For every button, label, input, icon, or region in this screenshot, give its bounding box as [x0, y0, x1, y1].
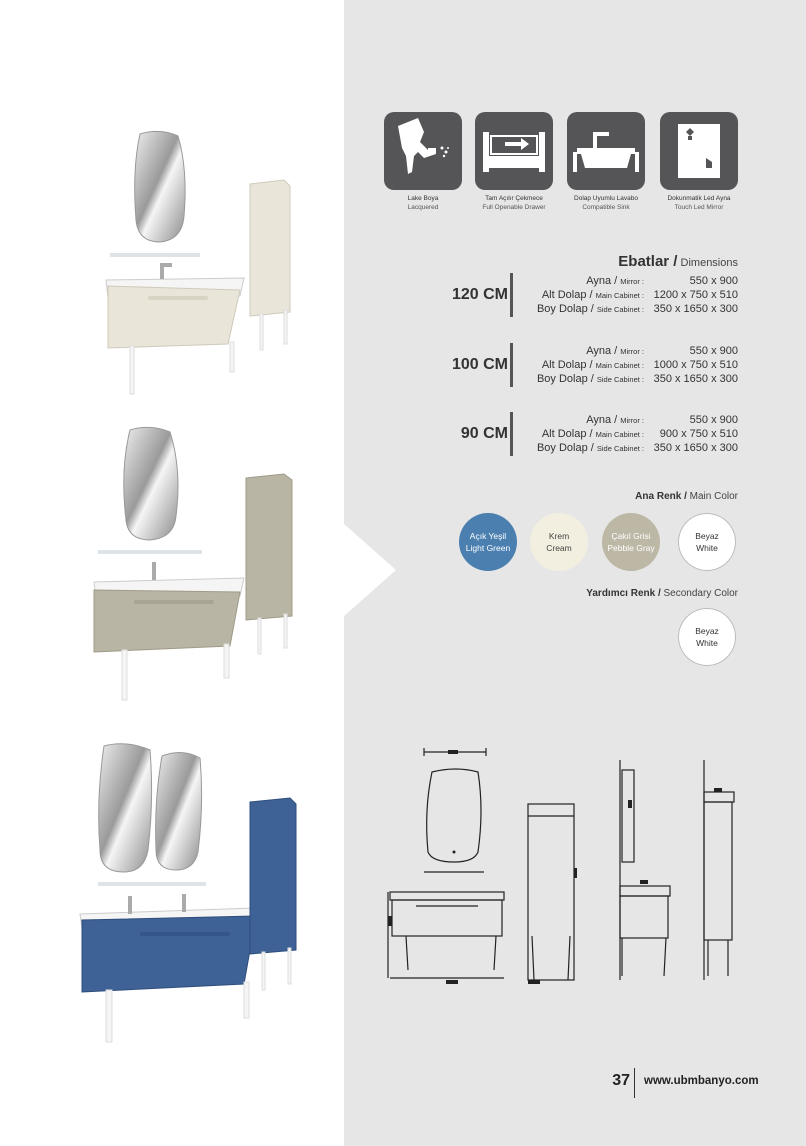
size-divider [510, 343, 513, 387]
size-block-90 [440, 412, 740, 460]
feature-label: Dolap Uyumlu Lavabo [574, 195, 638, 202]
row-value: 900 x 750 x 510 [659, 428, 738, 440]
row-label: Ayna / Mirror : [586, 414, 644, 426]
swatch-label: Açık Yeşil [469, 531, 507, 541]
feature-label: Tam Açılır Çekmece [485, 195, 543, 202]
dimension-row [514, 428, 738, 443]
size-block-120 [440, 273, 740, 321]
size-divider [510, 412, 513, 456]
row-label: Ayna / Mirror : [586, 345, 644, 357]
drawer-icon [475, 112, 553, 190]
swatch-light-green [459, 513, 517, 571]
dimension-row [514, 373, 738, 388]
row-label: Alt Dolap / Main Cabinet : [541, 428, 644, 440]
row-label: Ayna / Mirror : [586, 275, 644, 287]
swatch-white [678, 513, 736, 571]
row-label: Boy Dolap / Side Cabinet : [536, 373, 644, 385]
product-image-cream [0, 120, 340, 400]
spray-gun-icon [384, 112, 462, 190]
size-label: 100 CM [451, 356, 508, 373]
row-value: 350 x 1650 x 300 [653, 442, 738, 454]
main-color-heading: Ana Renk / Main Color [635, 491, 738, 502]
dimension-row [514, 442, 738, 457]
panel-notch [344, 524, 396, 616]
feature-label: Dokunmatik Led Ayna [667, 195, 731, 202]
dimensions-title-tr: Ebatlar / [618, 253, 678, 270]
swatch-label: Çakıl Grisi [611, 531, 651, 541]
feature-label-en: Full Openable Drawer [482, 204, 546, 211]
product-image-blue [0, 730, 340, 1050]
swatch-label: Krem [548, 531, 570, 541]
swatch-pebble-gray [602, 513, 660, 571]
row-value: 1000 x 750 x 510 [653, 359, 738, 371]
feature-label: Lake Boya [407, 195, 439, 202]
row-label: Alt Dolap / Main Cabinet : [541, 359, 644, 371]
swatch-label-en: White [696, 543, 718, 553]
technical-drawings [378, 740, 778, 1000]
cream-cabinet [108, 286, 240, 348]
feature-sink [567, 112, 645, 212]
website-url[interactable]: www.ubmbanyo.com [644, 1075, 759, 1087]
row-label: Alt Dolap / Main Cabinet : [541, 289, 644, 301]
row-value: 550 x 900 [689, 275, 738, 287]
product-image-pebble-gray [0, 420, 340, 710]
size-divider [510, 273, 513, 317]
row-label: Boy Dolap / Side Cabinet : [536, 303, 644, 315]
secondary-color-heading: Yardımcı Renk / Secondary Color [586, 588, 738, 599]
footer-divider [634, 1068, 635, 1098]
pebble-gray-cabinet [94, 590, 240, 652]
dimension-row [514, 275, 738, 290]
feature-label-en: Touch Led Mirror [674, 204, 724, 211]
size-label: 90 CM [460, 425, 508, 442]
swatch-label: Beyaz [695, 531, 719, 541]
swatch-secondary-white [678, 608, 736, 666]
dimensions-title [618, 253, 738, 270]
dimension-row [514, 414, 738, 429]
page-number: 37 [612, 1072, 630, 1089]
feature-touch-mirror [660, 112, 738, 212]
swatch-label: Beyaz [695, 626, 719, 636]
touch-mirror-icon [660, 112, 738, 190]
dimension-row [514, 359, 738, 374]
row-label: Boy Dolap / Side Cabinet : [536, 442, 644, 454]
swatch-label-en: Light Green [465, 543, 511, 553]
feature-lacquered [384, 112, 462, 212]
row-value: 350 x 1650 x 300 [653, 303, 738, 315]
dimension-row [514, 303, 738, 318]
sink-icon [567, 112, 645, 190]
row-value: 1200 x 750 x 510 [653, 289, 738, 301]
dimensions-title-en: Dimensions [677, 257, 738, 269]
swatch-label-en: Pebble Gray [607, 543, 655, 553]
feature-drawer [475, 112, 553, 212]
row-value: 550 x 900 [689, 345, 738, 357]
size-block-100 [440, 343, 740, 391]
blue-cabinet [82, 916, 256, 992]
swatch-label-en: White [696, 638, 718, 648]
row-value: 350 x 1650 x 300 [653, 373, 738, 385]
dimension-row [514, 345, 738, 360]
swatch-label-en: Cream [546, 543, 572, 553]
row-value: 550 x 900 [689, 414, 738, 426]
dimension-row [514, 289, 738, 304]
feature-label-en: Compatible Sink [582, 204, 630, 211]
size-label: 120 CM [451, 286, 508, 303]
swatch-cream [530, 513, 588, 571]
feature-label-en: Lacquered [407, 204, 439, 211]
